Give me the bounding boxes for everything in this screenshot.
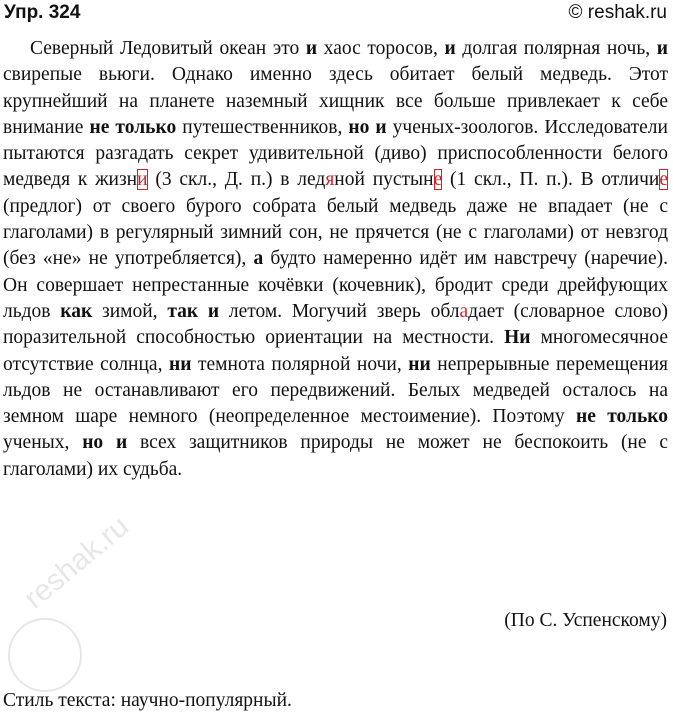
highlighted-ending: и [137,169,148,191]
highlighted-ending: е [659,169,668,191]
bold-conjunction: не только [575,406,668,428]
text-run: (предлог) от своего бурого собрата белый медведь даже не впадает (не с глаголами) в регулярный зимний сон, не прячется (не с глаголами) от невзгод (без «не» не употребляется), [3,195,668,270]
text-run: многомесячное отсутствие солнца, [3,327,668,375]
text-run: путешественников, [176,116,349,138]
text-style-note: Стиль текста: научно-популярный. [3,690,292,711]
text-run: ученых, [3,432,83,454]
bold-conjunction: но и [348,116,387,138]
text-run: темнота полярной ночи, [191,353,409,375]
text-run: Северный Ледовитый океан это [30,38,306,59]
text-run: зимой, [92,300,168,322]
bold-conjunction: и [444,38,456,59]
highlighted-ending: е [433,169,443,191]
text-run: ученых-зоологов. Исследователи пытаются разгадать секрет удивительной (диво) приспособленности белого медведя к жизн [3,116,668,191]
text-run: будто намеренно идёт им навстречу (наречие). Он совершает непрестанные кочёвки (кочевник), бродит среди дрейфующих льдов [3,248,668,322]
bold-conjunction: Ни [504,327,531,349]
paragraph [3,36,668,483]
page-header [4,2,667,24]
watermark-ring [8,618,82,692]
text-run: ной пустын [334,169,434,191]
text-run: (3 скл., Д. п.) в лед [147,169,326,191]
source-attribution: (По С. Успенскому) [504,610,667,631]
bold-conjunction: а [253,248,264,270]
text-run: дает (словарное слово) поразительной способностью ориентации на местности. [3,300,668,349]
bold-conjunction: ни [168,353,192,375]
bold-conjunction: и [305,38,318,59]
watermark: reshak.ru [18,509,136,616]
bold-conjunction: не только [89,116,177,138]
bold-conjunction: как [60,300,93,322]
site-copyright: © reshak.ru [568,2,667,23]
text-run: свирепые вьюги. Однако именно здесь обитает белый медведь. Этот крупнейший на планете наземный хищник все больше привлекает к себе внимание [3,64,668,138]
text-run: (1 скл., П. п.). В отличи [442,169,660,191]
bold-conjunction: так и [167,300,220,322]
text-run: хаос торосов, [317,38,445,59]
text-run: всех защитников природы не может не беспокоить (не с глаголами) их судьба. [3,432,668,480]
highlighted-letter: я [325,169,335,191]
exercise-text [3,36,668,483]
text-run: непрерывные перемещения льдов не останавливают его передвижений. Белых медведей осталось на земном шаре немного (неопределенное местоимение). Поэтому [3,353,668,428]
highlighted-letter: а [459,300,469,322]
bold-conjunction: но и [82,432,128,454]
exercise-number: Упр. 324 [4,2,81,23]
text-run: долгая полярная ночь, [455,38,657,59]
bold-conjunction: и [656,38,669,59]
bold-conjunction: ни [408,353,431,375]
text-run: летом. Могучий зверь обл [219,300,460,322]
